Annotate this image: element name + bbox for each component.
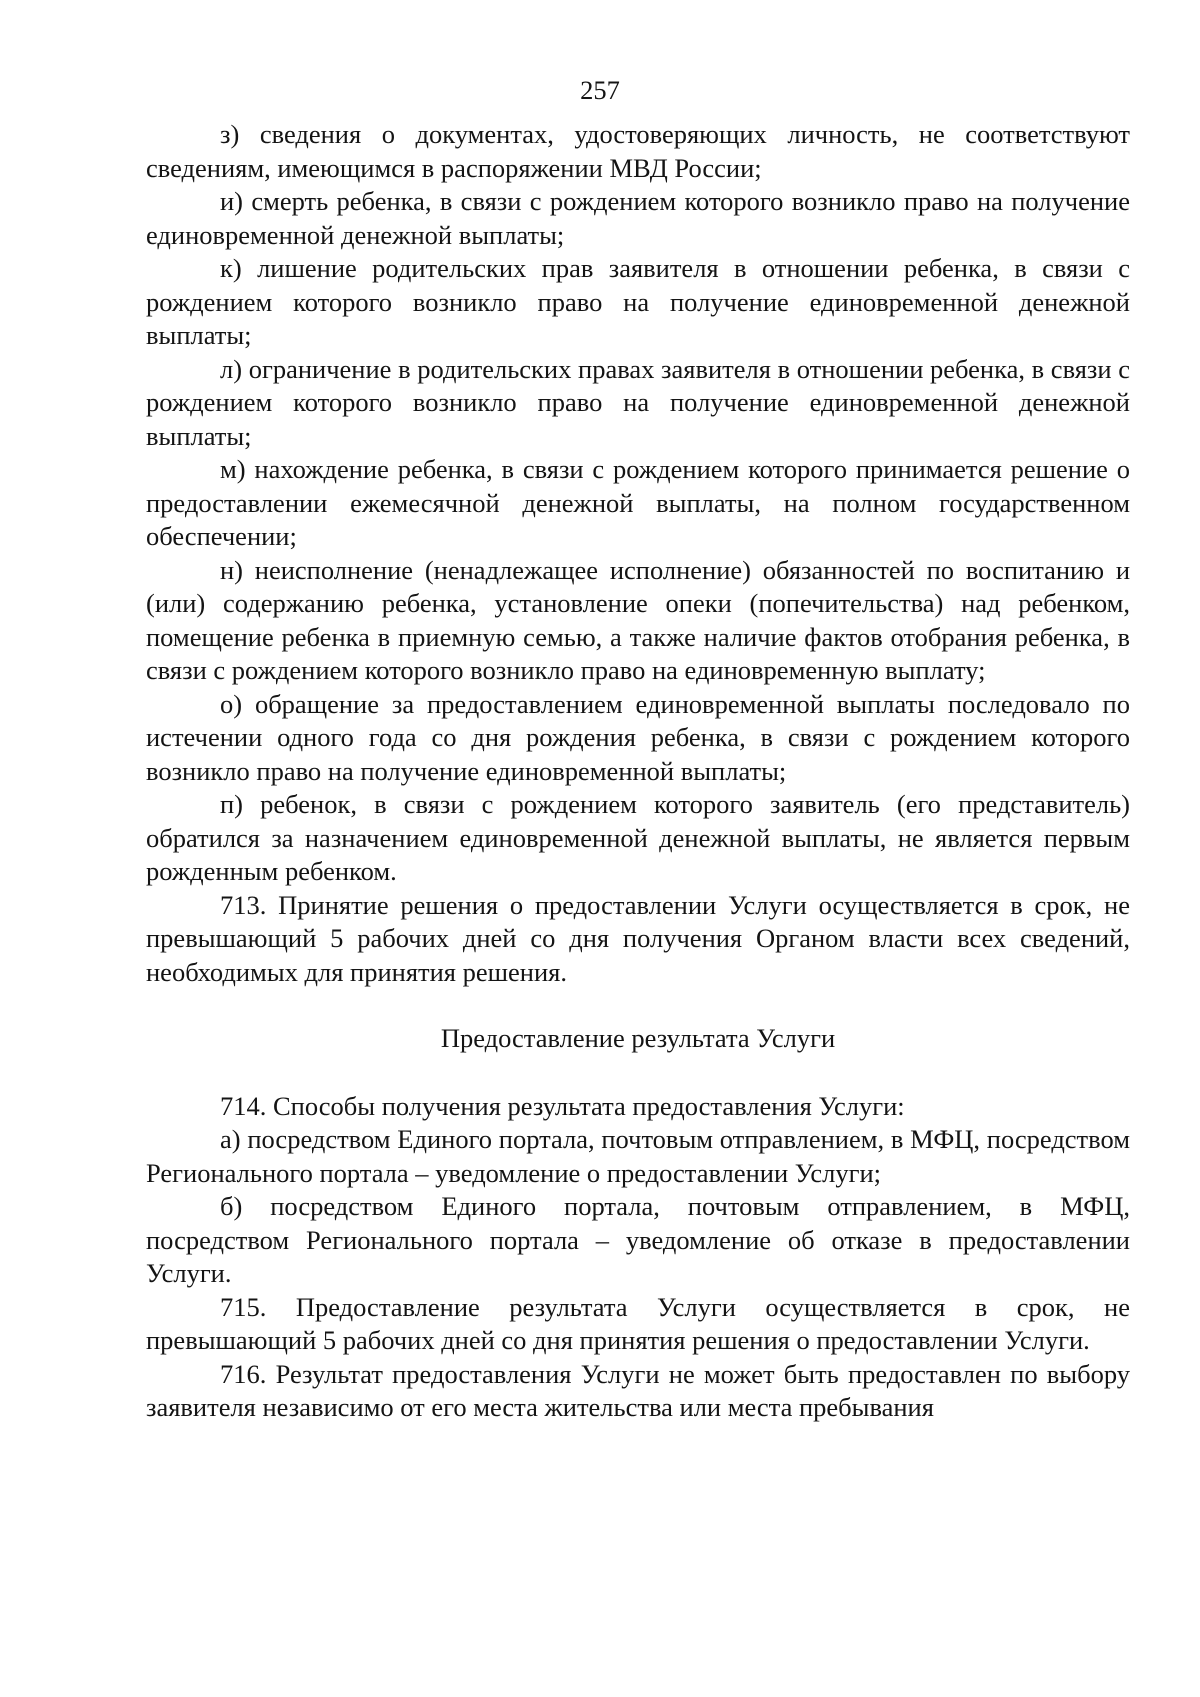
paragraph-714: 714. Способы получения результата предоставления Услуги: — [220, 1090, 905, 1121]
paragraph-p: п) ребенок, в связи с рождением которого заявитель (его представитель) обратился за назначением единовременной денежной выплаты, не является первым рожденным ребенком. — [146, 789, 1130, 886]
paragraph-l: л) ограничение в родительских правах заявителя в отношении ребенка, в связи с рождением которого возникло право на получение единовременной денежной выплаты; — [146, 353, 1130, 451]
paragraph-716: 716. Результат предоставления Услуги не может быть предоставлен по выбору заявителя независимо от его места жительства или места пребывания — [146, 1358, 1130, 1422]
paragraph-i: и) смерть ребенка, в связи с рождением которого возникло право на получение единовременной денежной выплаты; — [146, 186, 1130, 250]
paragraph-z: з) сведения о документах, удостоверяющих личность, не соответствуют сведениям, имеющимся в распоряжении МВД России; — [146, 119, 1130, 183]
paragraph-713: 713. Принятие решения о предоставлении Услуги осуществляется в срок, не превышающий 5 рабочих дней со дня получения Органом власти всех сведений, необходимых для принятия решения. — [146, 889, 1130, 987]
paragraph-o: о) обращение за предоставлением единовременной выплаты последовало по истечении одного года со дня рождения ребенка, в связи с рождением которого возникло право на получение единовременной выплаты; — [146, 688, 1130, 786]
section-heading: Предоставление результата Услуги — [440, 1023, 836, 1053]
paragraph-m: м) нахождение ребенка, в связи с рождением которого принимается решение о предоставлении ежемесячной денежной выплаты, на полном государственном обеспечении; — [146, 454, 1130, 551]
paragraph-714-b: б) посредством Единого портала, почтовым отправлением, в МФЦ, посредством Регионального портала – уведомление об отказе в предоставлении Услуги. — [146, 1191, 1130, 1288]
paragraph-n: н) неисполнение (ненадлежащее исполнение) обязанностей по воспитанию и (или) содержанию ребенка, установление опеки (попечительства) над ребенком, помещение ребенка в приемную семью, а также наличие фактов отобрания ребенка, в связи с рождением которого возникло право на единовременную выплату; — [146, 554, 1130, 685]
paragraph-715: 715. Предоставление результата Услуги осуществляется в срок, не превышающий 5 рабочих дней со дня принятия решения о предоставлении Услуги. — [146, 1291, 1130, 1355]
page-number: 257 — [580, 75, 620, 105]
paragraph-714-a: а) посредством Единого портала, почтовым отправлением, в МФЦ, посредством Регионального портала – уведомление о предоставлении Услуги; — [146, 1124, 1130, 1188]
paragraph-k: к) лишение родительских прав заявителя в отношении ребенка, в связи с рождением которого возникло право на получение единовременной денежной выплаты; — [146, 253, 1130, 350]
document-body — [146, 118, 1130, 1425]
